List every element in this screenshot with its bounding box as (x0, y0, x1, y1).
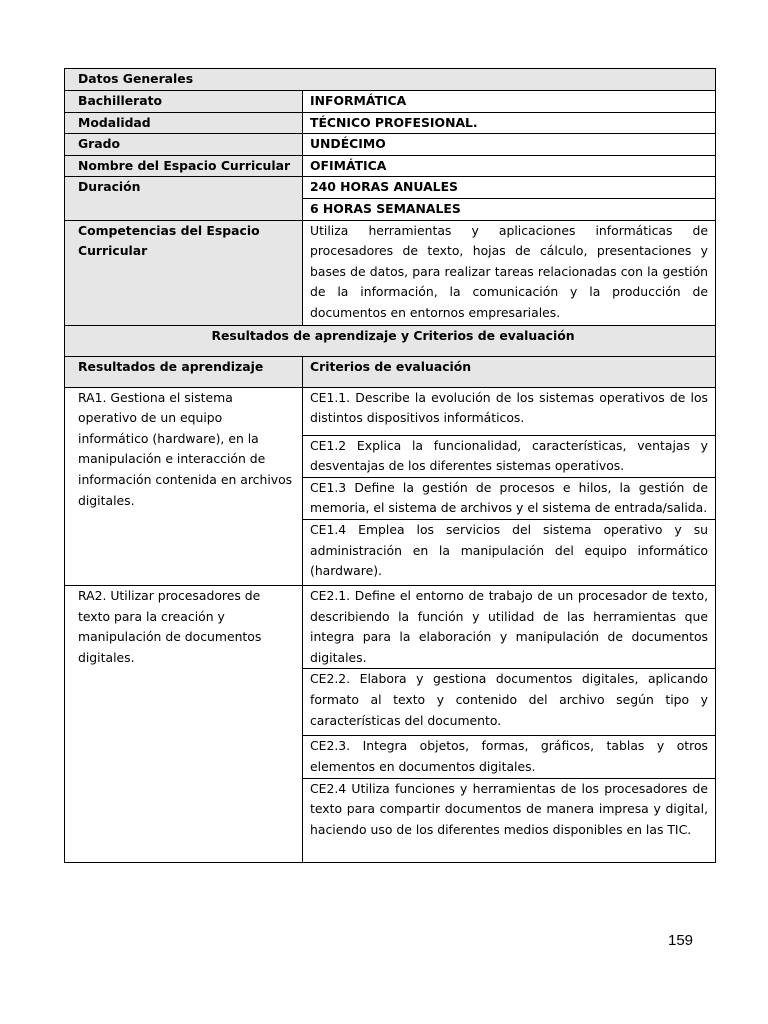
ce1-3: CE1.3 Define la gestión de procesos e hilos, la gestión de memoria, el sistema de archivos y el sistema de entrada/salida. (303, 477, 716, 519)
modalidad-label: Modalidad (65, 112, 303, 134)
competencias-label: Competencias del Espacio Curricular (65, 220, 303, 325)
bachillerato-label: Bachillerato (65, 91, 303, 113)
section-title: Resultados de aprendizaje y Criterios de evaluación (65, 325, 716, 356)
ce1-1: CE1.1. Describe la evolución de los sistemas operativos de los distintos dispositivos informáticos. (303, 387, 716, 435)
bachillerato-value: INFORMÁTICA (303, 91, 716, 113)
espacio-label: Nombre del Espacio Curricular (65, 155, 303, 177)
ra1-text: RA1. Gestiona el sistema operativo de un equipo informático (hardware), en la manipulación e interacción de información contenida en archivos digitales. (65, 387, 303, 585)
grado-label: Grado (65, 134, 303, 156)
ce2-1: CE2.1. Define el entorno de trabajo de un procesador de texto, describiendo la función y utilidad de las herramientas que integra para la elaboración y manipulación de documentos digitales. (303, 585, 716, 668)
duracion-label: Duración (65, 177, 303, 220)
ce1-4: CE1.4 Emplea los servicios del sistema operativo y su administración en la manipulación del equipo informático (hardware). (303, 519, 716, 585)
duracion-anual: 240 HORAS ANUALES (303, 177, 716, 199)
duracion-semanal: 6 HORAS SEMANALES (303, 198, 716, 220)
col-ra-header: Resultados de aprendizaje (65, 356, 303, 387)
ce2-2: CE2.2. Elabora y gestiona documentos digitales, aplicando formato al texto y contenido del archivo según tipo y características del documento. (303, 669, 716, 736)
table-title: Datos Generales (65, 69, 716, 91)
col-ce-header: Criterios de evaluación (303, 356, 716, 387)
ce2-3: CE2.3. Integra objetos, formas, gráficos, tablas y otros elementos en documentos digitales. (303, 736, 716, 778)
modalidad-value: TÉCNICO PROFESIONAL. (303, 112, 716, 134)
ce2-4: CE2.4 Utiliza funciones y herramientas de los procesadores de texto para compartir documentos de manera impresa y digital, haciendo uso de los diferentes medios disponibles en las TIC. (303, 778, 716, 862)
espacio-value: OFIMÁTICA (303, 155, 716, 177)
grado-value: UNDÉCIMO (303, 134, 716, 156)
ra2-text: RA2. Utilizar procesadores de texto para la creación y manipulación de documentos digitales. (65, 585, 303, 862)
curriculum-table (64, 68, 716, 863)
ce1-2: CE1.2 Explica la funcionalidad, características, ventajas y desventajas de los diferentes sistemas operativos. (303, 435, 716, 477)
page-number: 159 (668, 932, 694, 949)
competencias-value: Utiliza herramientas y aplicaciones informáticas de procesadores de texto, hojas de cálculo, presentaciones y bases de datos, para realizar tareas relacionadas con la gestión de la información, la comunicación y la producción de documentos en entornos empresariales. (303, 220, 716, 325)
